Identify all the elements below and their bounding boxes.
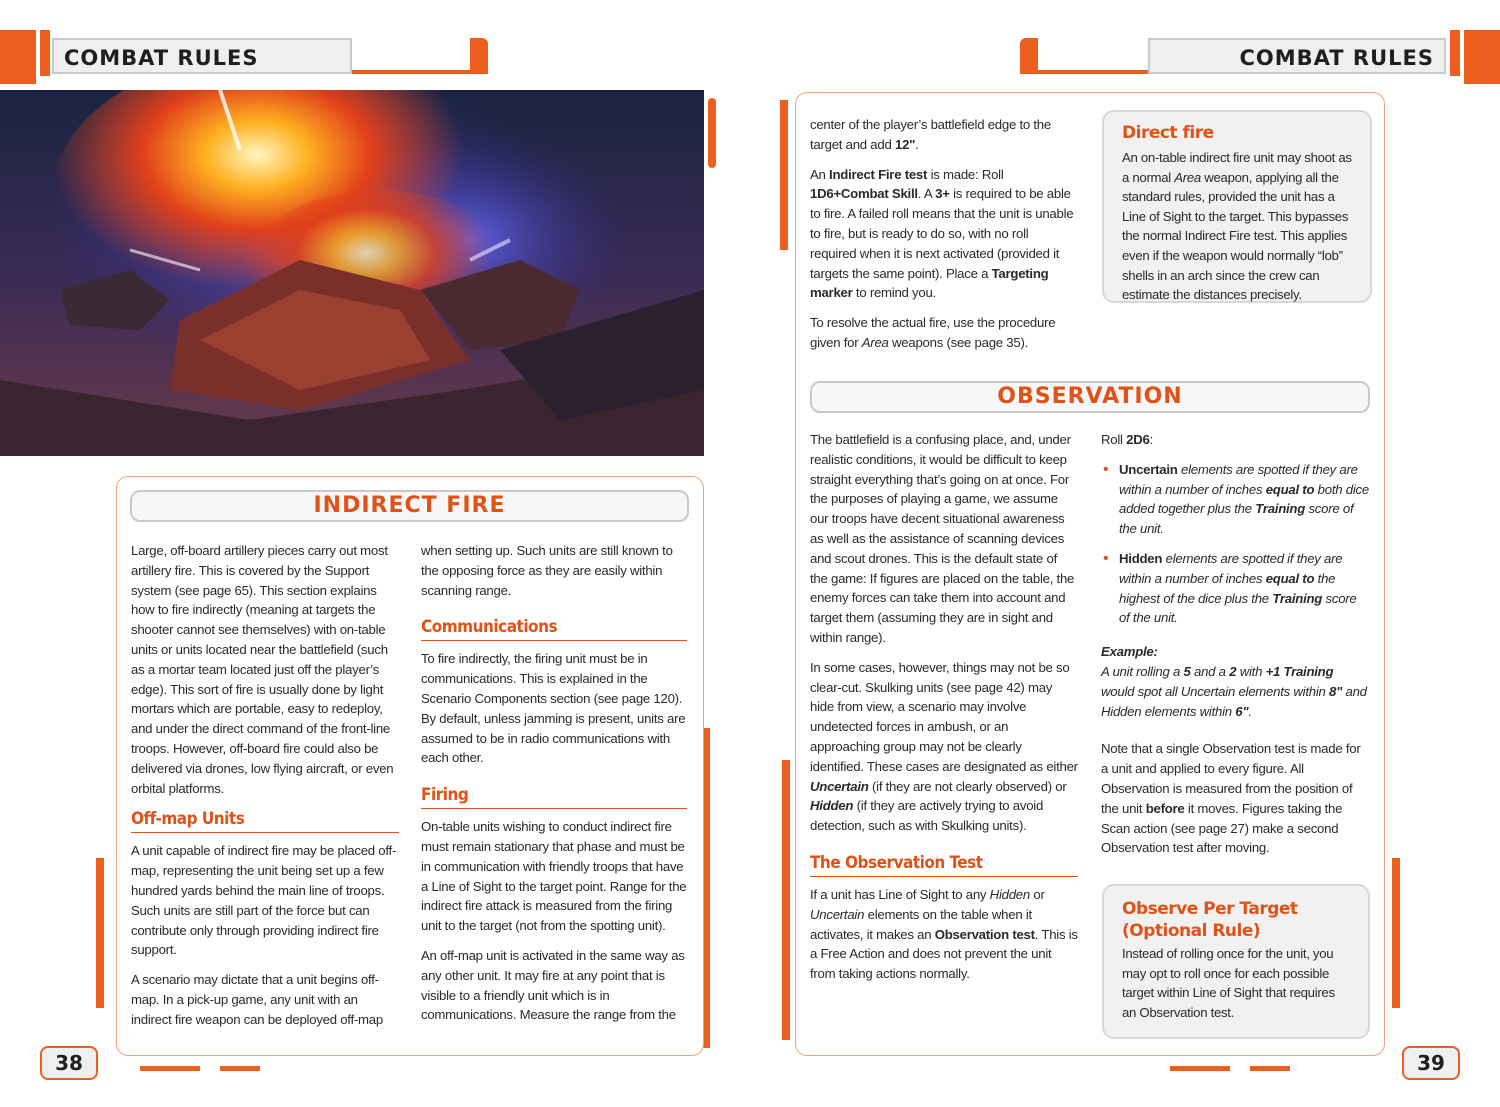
header-accent-end <box>470 38 488 74</box>
direct-fire-title: Direct fire <box>1122 123 1214 143</box>
direct-fire-text: An on-table indirect fire unit may shoot as a normal Area weapon, applying all the standard rules, provided the unit has a Line of Sight to the target. This bypasses the normal Indirect Fire test. This applies even if the weapon would normally “lob” shells in an arch since the crew can estimate the distances precisely. <box>1122 150 1352 303</box>
paragraph: In some cases, however, things may not be so clear-cut. Skulking units (see page 42) may hide from view, a scenario may involve undetected forces in ambush, or an approaching group may not be clearly identified. These cases are designated as either Uncertain (if they are not clearly observed) or Hidden (if they are actively trying to avoid detection, such as with Skulking units). <box>810 659 1078 834</box>
paragraph: An Indirect Fire test is made: Roll 1D6+Combat Skill. A 3+ is required to be able to fire. A failed roll means that the unit is unable to fire, but is ready to do so, with no roll required when it is next activated (provided it targets the same point). Place a Targeting marker to remind you. <box>810 166 1074 301</box>
header-rule <box>1020 70 1150 74</box>
footer-tick <box>1250 1066 1290 1071</box>
observe-per-target-box <box>1102 884 1370 1039</box>
frame-tick <box>1392 858 1400 1008</box>
spotting-list <box>1101 460 1369 628</box>
paragraph: Note that a single Observation test is made for a unit and applied to every figure. All Observation is measured from the position of the unit before it moves. Figures taking the Scan action (see page 27) make a second Observation test after moving. <box>1101 741 1361 856</box>
page-number: 39 <box>1402 1046 1460 1080</box>
header-accent-bar <box>40 30 50 76</box>
paragraph: Large, off-board artillery pieces carry out most artillery fire. This is covered by the Support system (see page 65). This section explains how to fire indirectly (meaning at targets the shooter cannot see themselves) with on-table units or units located near the battlefield (such as a mortar team located just off the player’s edge). This sort of fire is usually done by light mortars which are portable, easy to redeploy, and under the direct command of the front-line troops. However, off-board fire could also be delivered via drones, low flying aircraft, or even orbital platforms. <box>131 543 394 796</box>
list-item: • Hidden elements are spotted if they are within a number of inches equal to the highest of the dice plus the Training score of the unit. <box>1119 549 1369 628</box>
header-accent-bar <box>1450 30 1460 76</box>
header-accent-end <box>1020 38 1038 74</box>
observation-column-1 <box>810 430 1078 994</box>
example-text: A unit rolling a 5 and a 2 with +1 Training would spot all Uncertain elements within 8" and Hidden elements within 6". <box>1101 663 1367 719</box>
paragraph: when setting up. Such units are still known to the opposing force as they are easily within scanning range. <box>421 543 673 598</box>
frame-tick <box>96 858 104 1008</box>
subheading-observation-test: The Observation Test <box>810 852 1078 877</box>
page-number: 38 <box>40 1046 98 1080</box>
footer-tick <box>140 1066 200 1071</box>
subheading-firing: Firing <box>421 784 687 809</box>
paragraph: If a unit has Line of Sight to any Hidden or Uncertain elements on the table when it activates, it makes an Observation test. This is a Free Action and does not prevent the unit from taking actions normally. <box>810 886 1078 982</box>
right-page <box>750 0 1500 1107</box>
header-rule <box>352 70 488 74</box>
observe-per-target-text: Instead of rolling once for the unit, you may opt to roll once for each possible target within Line of Sight that requires an Observation test. <box>1122 946 1335 1020</box>
page-header: COMBAT RULES <box>52 38 352 74</box>
frame-tick <box>782 760 790 1040</box>
paragraph: A unit capable of indirect fire may be placed off-map, representing the unit being set up a few hundred yards behind the main line of troops. Such units are still part of the force but can contribute only through providing indirect fire support. <box>131 843 397 958</box>
observation-column-2 <box>1101 430 1369 868</box>
subheading-off-map-units: Off-map Units <box>131 808 399 833</box>
indirect-fire-continued <box>810 115 1078 363</box>
list-item: • Uncertain elements are spotted if they are within a number of inches equal to both dice added together plus the Training score of the unit. <box>1119 460 1369 539</box>
indirect-fire-column-2 <box>421 541 687 1035</box>
explosion-illustration-icon <box>0 90 704 456</box>
footer-tick <box>220 1066 260 1071</box>
frame-tick <box>708 98 716 168</box>
direct-fire-box <box>1102 110 1372 303</box>
paragraph: Roll 2D6: <box>1101 432 1154 447</box>
subheading-communications: Communications <box>421 616 687 641</box>
battle-illustration <box>0 90 704 456</box>
paragraph: On-table units wishing to conduct indirect fire must remain stationary that phase and must be in communication with friendly troops that have a Line of Sight to the target point. Range for the indirect fire attack is measured from the firing unit to the target (not from the spotting unit). <box>421 819 687 934</box>
indirect-fire-column-1 <box>131 541 399 1040</box>
footer-tick <box>1170 1066 1230 1071</box>
paragraph: A scenario may dictate that a unit begins off-map. In a pick-up game, any unit with an indirect fire weapon can be deployed off-map <box>131 972 383 1027</box>
header-accent-left <box>0 30 36 84</box>
frame-tick <box>780 100 788 250</box>
section-title-indirect-fire: INDIRECT FIRE <box>130 490 689 522</box>
example-label: Example: <box>1101 644 1158 660</box>
paragraph: An off-map unit is activated in the same way as any other unit. It may fire at any point that is visible to a friendly unit which is in communications. Measure the range from the <box>421 947 685 1023</box>
header-accent-right <box>1464 30 1500 84</box>
section-title-observation: OBSERVATION <box>810 381 1370 413</box>
observe-per-target-title: Observe Per Target (Optional Rule) <box>1122 899 1298 941</box>
paragraph: center of the player’s battlefield edge to the target and add 12". <box>810 117 1051 152</box>
paragraph: To fire indirectly, the firing unit must be in communications. This is explained in the Scenario Components section (see page 120). By default, unless jamming is present, units are assumed to be in radio communications with each other. <box>421 651 686 766</box>
page-header: COMBAT RULES <box>1148 38 1446 74</box>
paragraph: To resolve the actual fire, use the procedure given for Area weapons (see page 35). <box>810 315 1056 350</box>
paragraph: The battlefield is a confusing place, and, under realistic conditions, it would be difficult to keep straight everything that’s going on at once. For the purposes of playing a game, we assume our troops have decent situational awareness as well as the assistance of scanning devices and scout drones. This is the default state of the game: If figures are placed on the table, the enemy forces can take them into account and target them (assuming they are in sight and within range). <box>810 432 1075 645</box>
